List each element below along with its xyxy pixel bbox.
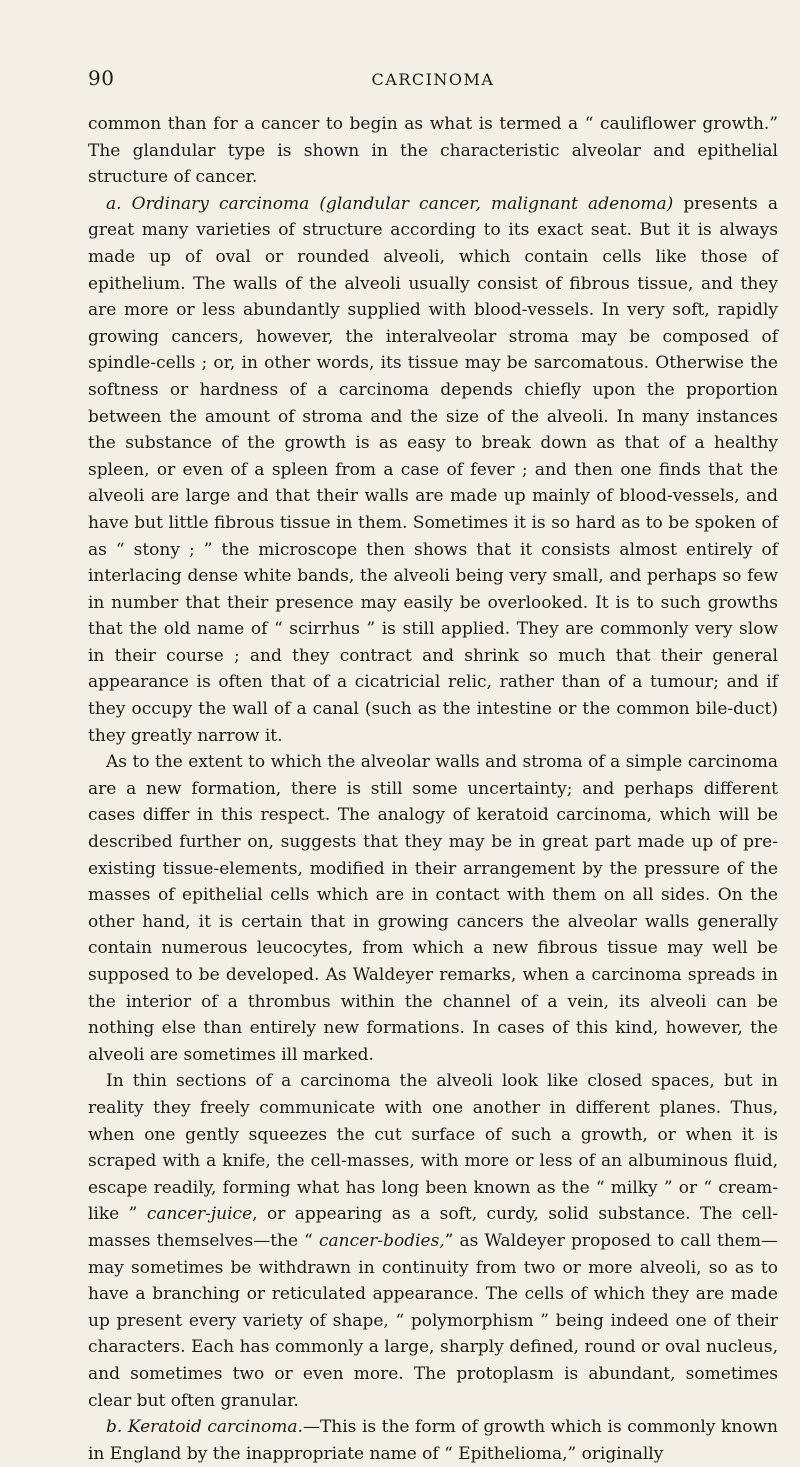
paragraph-text: , or appearing as a soft, curdy, solid substance. The cell-masses themselves—the “ [88,1204,779,1251]
running-head [88,66,778,96]
paragraph-text: common than for a cancer to begin as what is termed a “ cauliflower growth.” The glandular type is shown in the characteristic alveolar and epithelial structure of cancer. [88,114,778,188]
paragraph-2 [88,191,778,749]
section-lead-keratoid-carcinoma: b. Keratoid carcinoma. [106,1417,303,1438]
paragraph-1 [88,111,778,191]
running-title: CARCINOMA [371,70,495,89]
paragraph-5 [88,1414,778,1467]
paragraph-text: In thin sections of a carcinoma the alveoli look like closed spaces, but in reality they freely communicate with one another in different planes. Thus, when one gently squeezes the cut surface of such a growth, or when it is scraped with a knife, the cell-masses, with more or less of an albuminous fluid, escape readily, forming what has long been known as the “ milky ” or “ cream-like ” [88,1071,778,1225]
paragraph-3 [88,749,778,1068]
paragraph-text: —This is the form of growth which is commonly known in England by the inappropriate name of “ Epithelioma,” originally [88,1417,779,1464]
paragraph-text: ” as Waldeyer proposed to call them—may sometimes be withdrawn in continuity from two or more alveoli, so as to have a branching or reticulated appearance. The cells of which they are made up present every variety of shape, “ polymorphism ” being indeed one of their characters. Each has commonly a large, sharply defined, round or oval nucleus, and sometimes two or even more. The protoplasm is abundant, sometimes clear but often granular. [88,1230,778,1411]
paragraph-text: As to the extent to which the alveolar walls and stroma of a simple carcinoma are a new formation, there is still some uncertainty; and perhaps different cases differ in this respect. The analogy of keratoid carcinoma, which will be described further on, suggests that they may be in great part made up of pre-existing tissue-elements, modified in their arrangement by the pressure of the masses of epithelial cells which are in contact with them on all sides. On the other hand, it is certain that in growing cancers the alveolar walls generally contain numerous leucocytes, from which a new fibrous tissue may well be supposed to be developed. As Waldeyer remarks, when a carcinoma spreads in the interior of a thrombus within the channel of a vein, its alveoli can be nothing else than entirely new formations. In cases of this kind, however, the alveoli are sometimes ill marked. [88,752,778,1065]
section-lead-ordinary-carcinoma: a. Ordinary carcinoma (glandular cancer, malignant adenoma) [106,193,674,214]
italic-term-cancer-juice: cancer-juice [146,1204,253,1225]
italic-term-cancer-bodies: cancer-bodies, [319,1230,445,1251]
paragraph-4 [88,1068,778,1414]
paragraph-text: presents a great many varieties of structure according to its exact seat. But it is always made up of oval or rounded alveoli, which contain cells like those of epithelium. The walls of the alveoli usually consist of fibrous tissue, and they are more or less abundantly supplied with blood-vessels. In very soft, rapidly growing cancers, however, the interalveolar stroma may be composed of spindle-cells ; or, in other words, its tissue may be sarcomatous. Otherwise the softness or hardness of a carcinoma depends chiefly upon the proportion between the amount of stroma and the size of the alveoli. In many instances the substance of the growth is as easy to break down as that of a healthy spleen, or even of a spleen from a case of fever ; and then one finds that the alveoli are large and that their walls are made up mainly of blood-vessels, and have but little fibrous tissue in them. Sometimes it is so hard as to be spoken of as “ stony ; ” the microscope then shows that it consists almost entirely of interlacing dense white bands, the alveoli being very small, and perhaps so few in number that their presence may easily be overlooked. It is to such growths that the old name of “ scirrhus ” is still applied. They are commonly very slow in their course ; and they contract and shrink so much that their general appearance is often that of a cicatricial relic, rather than of a tumour; and if they occupy the wall of a canal (such as the intestine or the common bile-duct) they greatly narrow it. [88,193,778,746]
page-number: 90 [88,66,115,90]
body-text [88,111,778,1467]
